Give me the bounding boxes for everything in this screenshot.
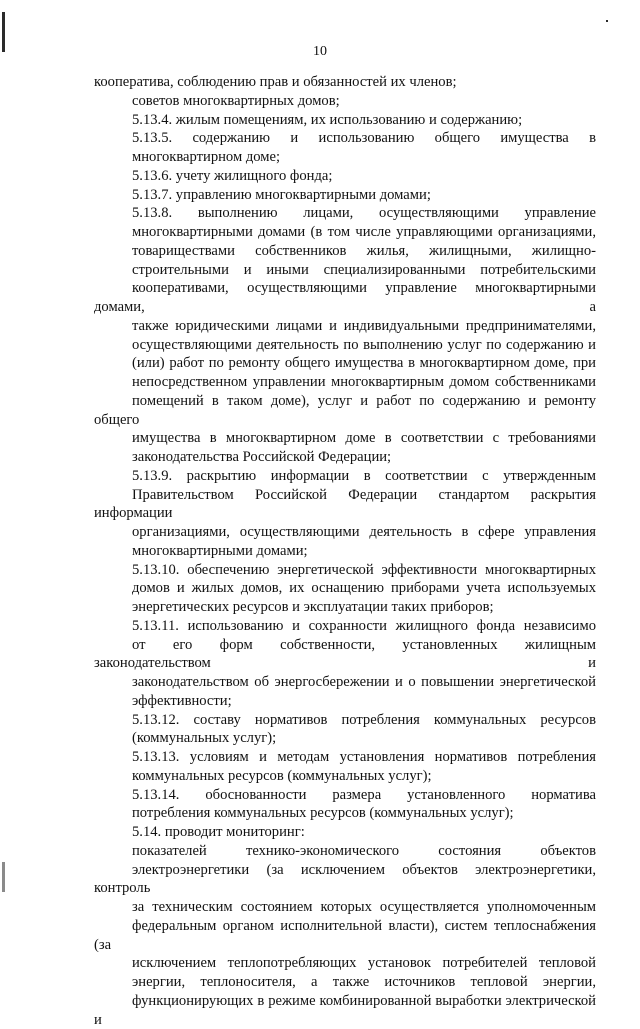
paragraph [94,73,596,92]
paragraph [94,204,596,467]
paragraph [94,467,596,561]
text-line: 5.13.8. выполнению лицами, осуществляющими управление [132,205,596,222]
page-number: 10 [313,44,327,59]
scan-edge-mark [2,862,5,892]
text-line: 5.13.13. условиям и методам установления нормативов потребления [132,749,596,765]
text-line: строительными и иными специализированными потребительскими [132,261,596,278]
text-line: 5.13.4. жилым помещениям, их использованию и содержанию; [132,111,523,128]
text-line: законодательством об энергосбережении и о повышении энергетической [132,674,596,690]
text-line: многоквартирными домами (в том числе управляющими организациями, [132,224,596,240]
text-line: эффективности; [132,692,232,709]
paragraph [94,129,596,167]
text-line: функционирующих в режиме комбинированной выработки электрической и [94,992,596,1028]
text-line: 5.13.7. управлению многоквартирными домами; [132,186,431,203]
text-line: федеральным органом исполнительной власти), систем теплоснабжения (за [94,917,596,953]
paragraph [94,92,596,111]
text-line: также юридическими лицами и индивидуальными предпринимателями, [132,317,596,334]
paragraph [94,842,596,1029]
paragraph [94,561,596,617]
text-line: (или) работ по ремонту общего имущества в многоквартирном доме, при [132,355,596,372]
text-line: непосредственном управлении многоквартирным домом собственниками [132,374,596,390]
text-line: Правительством Российской Федерации стандартом раскрытия информации [94,486,596,522]
paragraph [94,617,596,711]
text-line: 5.13.10. обеспечению энергетической эффективности многоквартирных [132,561,596,578]
text-line: за техническим состоянием которых осуществляется уполномоченным [132,899,596,915]
scan-speck [606,20,608,22]
text-line: 5.14. проводит мониторинг: [132,824,305,840]
text-line: имущества в многоквартирном доме в соответствии с требованиями [132,430,596,447]
text-line: товариществами собственников жилья, жилищными, жилищно- [132,242,596,259]
paragraph [94,111,596,130]
text-line: домов и жилых домов, их оснащению приборами учета используемых [132,580,596,597]
text-line: исключением теплопотребляющих установок потребителей тепловой [132,955,596,972]
text-line: от его форм собственности, установленных жилищным законодательством и [94,636,596,672]
text-line: 5.13.5. содержанию и использованию общего имущества в [132,130,596,147]
text-line: электроэнергетики (за исключением объектов электроэнергетики, контроль [94,861,596,897]
text-line: энергетических ресурсов и эксплуатации таких приборов; [132,599,494,615]
text-line: законодательства Российской Федерации; [132,449,392,465]
text-line: коммунальных ресурсов (коммунальных услуг); [132,767,432,784]
paragraph [94,186,596,205]
text-line: потребления коммунальных ресурсов (коммунальных услуг); [132,805,514,822]
text-line: 5.13.9. раскрытию информации в соответствии с утвержденным [132,467,596,484]
text-line: осуществляющими деятельность по выполнению услуг по содержанию и [132,336,596,353]
paragraph [94,823,596,842]
document-body [94,73,596,1029]
paragraph [94,786,596,824]
text-line: кооперативами, осуществляющими управление многоквартирными домами, а [94,280,596,315]
text-line: (коммунальных услуг); [132,730,277,747]
text-line: показателей технико-экономического состояния объектов [132,842,596,859]
text-line: помещений в таком доме), услуг и работ по содержанию и ремонту общего [94,392,596,428]
text-line: 5.13.12. составу нормативов потребления коммунальных ресурсов [132,711,596,728]
paragraph [94,711,596,749]
text-line: 5.13.6. учету жилищного фонда; [132,167,333,184]
text-line: советов многоквартирных домов; [132,92,340,109]
paragraph [94,167,596,186]
text-line: организациями, осуществляющими деятельность в сфере управления [132,524,596,540]
text-line: многоквартирном доме; [132,149,281,165]
text-line: 5.13.11. использованию и сохранности жилищного фонда независимо [132,617,596,634]
paragraph [94,748,596,786]
text-line: энергии, теплоносителя, а также источников тепловой энергии, [132,974,596,990]
text-line: многоквартирными домами; [132,542,308,559]
text-line: кооператива, соблюдению прав и обязанностей их членов; [94,74,457,90]
text-line: 5.13.14. обоснованности размера установленного норматива [132,786,596,803]
